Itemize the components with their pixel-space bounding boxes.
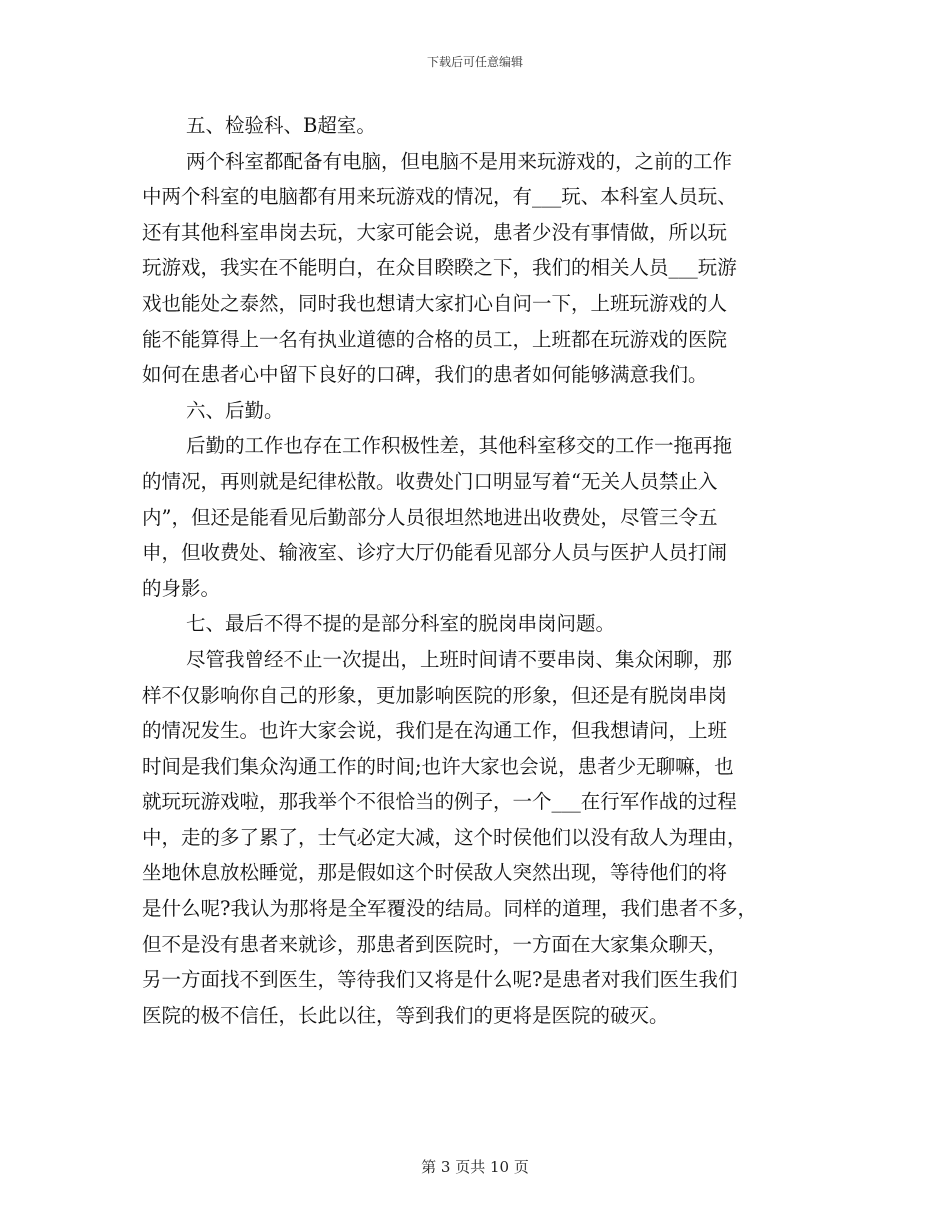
paragraph-line: 中，走的多了累了，士气必定大减，这个时侯他们以没有敌人为理由， (142, 825, 747, 849)
paragraph-line: 申，但收费处、输液室、诊疗大厅仍能看见部分人员与医护人员打闹 (142, 541, 728, 565)
section-heading-5: 五、检验科、B超室。 (186, 114, 376, 137)
paragraph-line: 还有其他科室串岗去玩，大家可能会说，患者少没有事情做，所以玩 (142, 220, 728, 244)
section-heading-6: 六、后勤。 (186, 398, 284, 422)
paragraph-line: 就玩玩游戏啦，那我举个不很恰当的例子，一个___在行军作战的过程 (142, 790, 737, 814)
paragraph-line: 样不仅影响你自己的形象，更加影响医院的形象，但还是有脱岗串岗 (142, 683, 728, 707)
paragraph-line: 另一方面找不到医生，等待我们又将是什么呢?是患者对我们医生我们 (142, 968, 738, 992)
paragraph-line: 如何在患者心中留下良好的口碑，我们的患者如何能够满意我们。 (142, 363, 708, 387)
paragraph-line: 中两个科室的电脑都有用来玩游戏的情况，有___玩、本科室人员玩、 (142, 185, 737, 209)
paragraph-line: 能不能算得上一名有执业道德的合格的员工，上班都在玩游戏的医院 (142, 327, 728, 351)
page-footer: 第 3 页共 10 页 (421, 1158, 529, 1176)
paragraph-line: 戏也能处之泰然，同时我也想请大家扪心自问一下，上班玩游戏的人 (142, 291, 728, 315)
paragraph-line: 的身影。 (142, 576, 221, 600)
paragraph-line: 尽管我曾经不止一次提出，上班时间请不要串岗、集众闲聊，那 (186, 647, 733, 671)
paragraph-line: 的情况，再则就是纪律松散。收费处门口明显写着“无关人员禁止入 (142, 469, 718, 493)
section-heading-7: 七、最后不得不提的是部分科室的脱岗串岗问题。 (186, 612, 616, 636)
paragraph-line: 的情况发生。也许大家会说，我们是在沟通工作，但我想请问，上班 (142, 719, 728, 743)
paragraph-line: 坐地休息放松睡觉，那是假如这个时侯敌人突然出现，等待他们的将 (142, 861, 728, 885)
paragraph-line: 但不是没有患者来就诊，那患者到医院时，一方面在大家集众聊天， (142, 932, 728, 956)
paragraph-line: 玩游戏，我实在不能明白，在众目睽睽之下，我们的相关人员___玩游 (142, 256, 737, 280)
paragraph-line: 后勤的工作也存在工作积极性差，其他科室移交的工作一拖再拖 (186, 434, 733, 458)
document-body (142, 108, 822, 1033)
paragraph-line: 两个科室都配备有电脑，但电脑不是用来玩游戏的，之前的工作 (186, 149, 733, 173)
page-header: 下载后可任意编辑 (426, 55, 523, 69)
paragraph-line: 是什么呢?我认为那将是全军覆没的结局。同样的道理，我们患者不多， (142, 897, 757, 921)
paragraph-line: 时间是我们集众沟通工作的时间;也许大家也会说，患者少无聊嘛，也 (142, 754, 734, 778)
paragraph-line: 内”，但还是能看见后勤部分人员很坦然地进出收费处，尽管三令五 (142, 505, 718, 529)
paragraph-line: 医院的极不信任，长此以往，等到我们的更将是医院的破灭。 (142, 1003, 669, 1027)
